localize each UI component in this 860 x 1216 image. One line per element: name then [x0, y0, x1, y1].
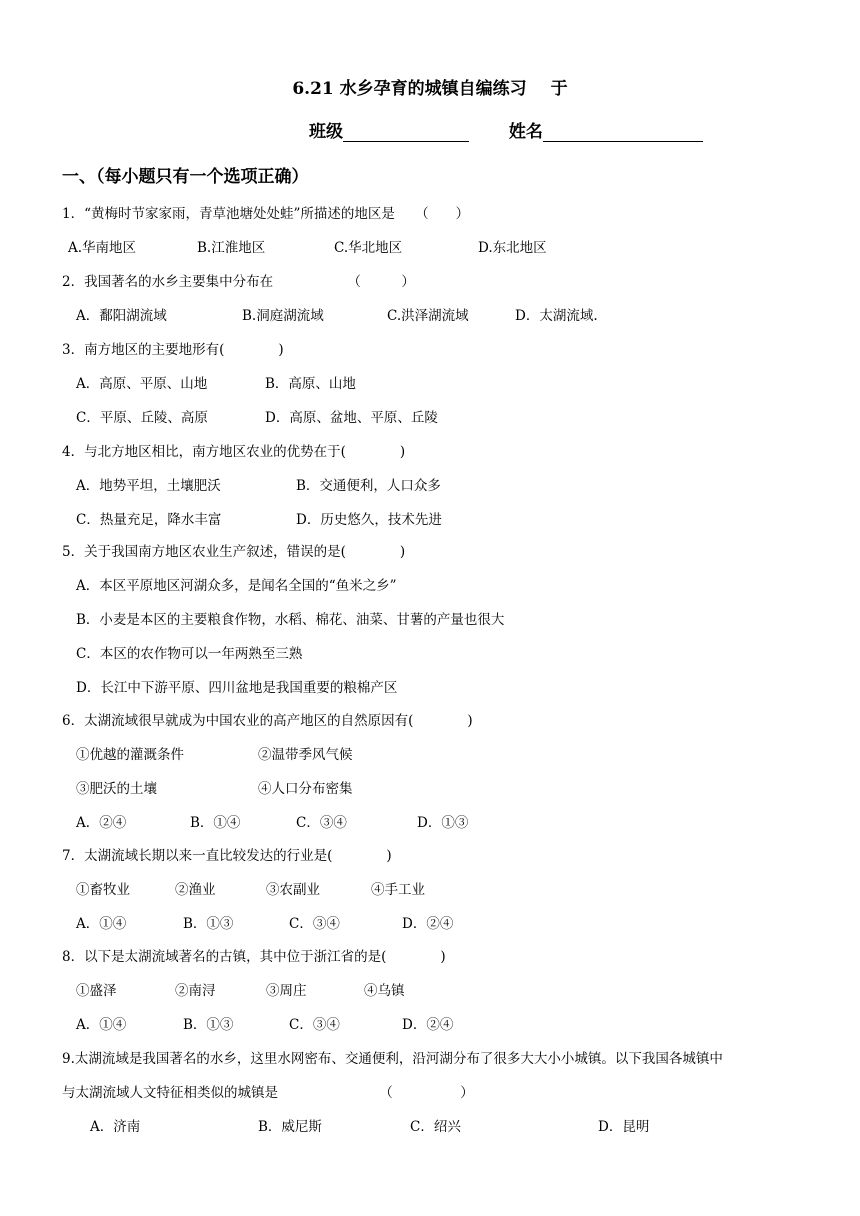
- option[interactable]: D．长江中下游平原、四川盆地是我国重要的粮棉产区: [76, 680, 398, 696]
- option[interactable]: B．威尼斯: [258, 1119, 322, 1135]
- option[interactable]: C．③④: [289, 1017, 340, 1033]
- author: 于: [550, 79, 568, 99]
- option[interactable]: D．①③: [417, 815, 469, 831]
- option[interactable]: C．③④: [296, 815, 347, 831]
- option[interactable]: C．绍兴: [410, 1119, 461, 1135]
- option[interactable]: B．高原、山地: [265, 376, 356, 392]
- option[interactable]: A．本区平原地区河湖众多，是闻名全国的“鱼米之乡”: [76, 578, 397, 594]
- statement-item: ③农副业: [266, 882, 320, 898]
- question-stem: 5．关于我国南方地区农业生产叙述，错误的是( ): [62, 544, 406, 560]
- option[interactable]: C.华北地区: [334, 240, 403, 256]
- question-stem: 4．与北方地区相比，南方地区农业的优势在于( ): [62, 444, 406, 460]
- question-stem: 6．太湖流域很早就成为中国农业的高产地区的自然原因有( ): [62, 713, 473, 729]
- question-stem: 3．南方地区的主要地形有( ): [62, 342, 284, 358]
- option[interactable]: B.洞庭湖流域: [242, 308, 324, 324]
- question-stem: 2．我国著名的水乡主要集中分布在 （ ）: [62, 274, 415, 290]
- option[interactable]: D．②④: [402, 916, 454, 932]
- statement-item: ①盛泽: [76, 983, 117, 999]
- option[interactable]: A．地势平坦，土壤肥沃: [76, 478, 221, 494]
- statement-item: ④乌镇: [364, 983, 405, 999]
- question-stem: 7．太湖流域长期以来一直比较发达的行业是( ): [62, 848, 392, 864]
- option[interactable]: C．平原、丘陵、高原: [76, 410, 208, 426]
- option[interactable]: A．①④: [76, 1017, 127, 1033]
- option[interactable]: A.华南地区: [68, 240, 137, 256]
- question-stem: 8．以下是太湖流域著名的古镇，其中位于浙江省的是( ): [62, 949, 446, 965]
- option[interactable]: B．①③: [183, 916, 234, 932]
- class-blank[interactable]: [343, 121, 469, 142]
- option[interactable]: C．本区的农作物可以一年两熟至三熟: [76, 646, 303, 662]
- option[interactable]: B．小麦是本区的主要粮食作物，水稻、棉花、油菜、甘薯的产量也很大: [76, 612, 505, 628]
- option[interactable]: A．鄱阳湖流域: [76, 308, 167, 324]
- statement-item: ④手工业: [371, 882, 425, 898]
- option[interactable]: C．③④: [289, 916, 340, 932]
- question-stem: 9.太湖流域是我国著名的水乡，这里水网密布、交通便利，沿河湖分布了很多大大小小城镇。以下我国各城镇中: [62, 1051, 723, 1067]
- statement-item: ①优越的灌溉条件: [76, 747, 184, 763]
- section-heading: 一、（每小题只有一个选项正确）: [62, 167, 309, 187]
- option[interactable]: A．高原、平原、山地: [76, 376, 208, 392]
- name-label: 姓名: [508, 122, 543, 142]
- page-title: 6.21 水乡孕育的城镇自编练习 于: [292, 79, 568, 99]
- question-stem-continued: 与太湖流域人文特征相类似的城镇是 （ ）: [62, 1085, 474, 1101]
- option[interactable]: B．①④: [190, 815, 241, 831]
- option[interactable]: D．高原、盆地、平原、丘陵: [265, 410, 438, 426]
- option[interactable]: D．太湖流域.: [515, 308, 598, 324]
- option[interactable]: D．历史悠久，技术先进: [296, 512, 442, 528]
- option[interactable]: C.洪泽湖流域: [387, 308, 469, 324]
- option[interactable]: D．昆明: [598, 1119, 650, 1135]
- option[interactable]: B．①③: [183, 1017, 234, 1033]
- question-stem: 1．“黄梅时节家家雨，青草池塘处处蛙”所描述的地区是 （ ）: [62, 206, 470, 222]
- statement-item: ②渔业: [175, 882, 216, 898]
- option[interactable]: A．②④: [76, 815, 127, 831]
- option[interactable]: C．热量充足，降水丰富: [76, 512, 222, 528]
- option[interactable]: B.江淮地区: [197, 240, 266, 256]
- statement-item: ④人口分布密集: [258, 781, 353, 797]
- statement-item: ②温带季风气候: [258, 747, 353, 763]
- name-row: [309, 117, 703, 142]
- option[interactable]: D.东北地区: [478, 240, 547, 256]
- statement-item: ②南浔: [175, 983, 216, 999]
- option[interactable]: A．济南: [90, 1119, 141, 1135]
- name-blank[interactable]: [543, 121, 703, 142]
- statement-item: ③肥沃的土壤: [76, 781, 157, 797]
- class-label: 班级: [309, 122, 343, 142]
- statement-item: ①畜牧业: [76, 882, 130, 898]
- option[interactable]: A．①④: [76, 916, 127, 932]
- option[interactable]: B．交通便利，人口众多: [296, 478, 441, 494]
- option[interactable]: D．②④: [402, 1017, 454, 1033]
- statement-item: ③周庄: [266, 983, 307, 999]
